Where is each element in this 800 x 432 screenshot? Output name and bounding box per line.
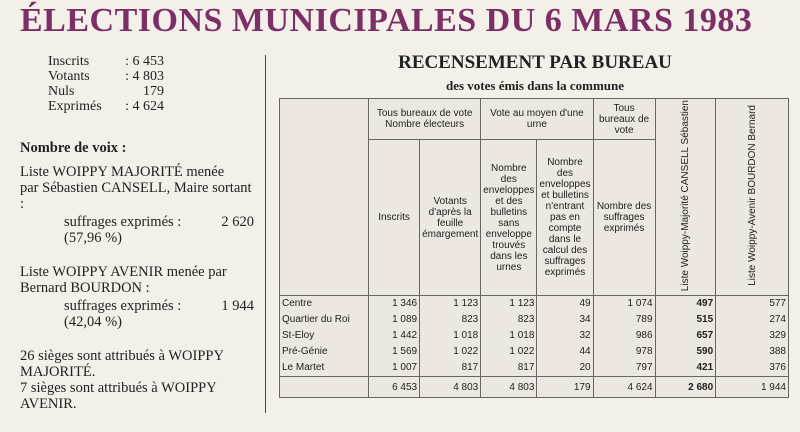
list1-line: : bbox=[20, 196, 25, 212]
cell: 49 bbox=[537, 296, 593, 313]
stat-row bbox=[48, 84, 164, 99]
cell: 1 018 bbox=[420, 328, 481, 344]
list2-line: Bernard BOURDON : bbox=[20, 280, 150, 296]
stat-row bbox=[48, 69, 164, 84]
census-subtitle: des votes émis dans la commune bbox=[445, 78, 625, 93]
total-cell: 179 bbox=[537, 377, 593, 398]
list1-header-text: Liste Woippy-Majorité CANSELL Sébastien bbox=[679, 100, 691, 292]
cell: 1 346 bbox=[369, 296, 420, 313]
seats-line: MAJORITÉ. bbox=[20, 364, 96, 380]
row-place: Pré-Génie bbox=[280, 344, 369, 360]
cell: 421 bbox=[655, 360, 716, 377]
cell: 376 bbox=[716, 360, 789, 377]
total-cell: 4 803 bbox=[481, 377, 537, 398]
cell: 34 bbox=[537, 312, 593, 328]
group-header-urne: Vote au moyen d'une urne bbox=[481, 99, 593, 140]
row-place: Quartier du Roi bbox=[280, 312, 369, 328]
cell: 789 bbox=[593, 312, 655, 328]
corner-cell bbox=[280, 99, 369, 296]
cell: 497 bbox=[655, 296, 716, 313]
cell: 1 018 bbox=[481, 328, 537, 344]
group-header-bureaux: Tous bureaux de vote bbox=[593, 99, 655, 140]
list2-suffrages bbox=[20, 298, 254, 314]
cell: 1 007 bbox=[369, 360, 420, 377]
seats-line: 26 sièges sont attribués à WOIPPY bbox=[20, 348, 224, 364]
header-enveloppes: Nombre des enveloppes et des bulletins sans enveloppe trouvés dans les urnes bbox=[481, 140, 537, 296]
suffrages-label: suffrages exprimés : bbox=[64, 298, 182, 314]
header-nuls: Nombre des enveloppes et bulletins n'entrant pas en compte dans le calcul des suffrages exprimés bbox=[537, 140, 593, 296]
table-row bbox=[280, 296, 789, 313]
cell: 1 022 bbox=[420, 344, 481, 360]
cell: 44 bbox=[537, 344, 593, 360]
cell: 1 123 bbox=[420, 296, 481, 313]
suffrages-value: 2 620 bbox=[221, 214, 254, 230]
suffrages-label: suffrages exprimés : bbox=[64, 214, 182, 230]
stat-label: Nuls bbox=[48, 84, 75, 99]
voix-heading: Nombre de voix : bbox=[20, 140, 127, 156]
cell: 590 bbox=[655, 344, 716, 360]
list2-percent: (42,04 %) bbox=[64, 314, 122, 330]
table-row bbox=[280, 328, 789, 344]
stat-row bbox=[48, 99, 164, 114]
cell: 1 089 bbox=[369, 312, 420, 328]
total-cell: 1 944 bbox=[716, 377, 789, 398]
cell: 657 bbox=[655, 328, 716, 344]
cell: 1 022 bbox=[481, 344, 537, 360]
suffrages-value: 1 944 bbox=[221, 298, 254, 314]
list1-suffrages bbox=[20, 214, 254, 230]
totals-row bbox=[280, 377, 789, 398]
cell: 1 123 bbox=[481, 296, 537, 313]
census-title: RECENSEMENT PAR BUREAU bbox=[398, 52, 672, 73]
header-exprimes: Nombre des suffrages exprimés bbox=[593, 140, 655, 296]
cell: 577 bbox=[716, 296, 789, 313]
stat-value: : 4 624 bbox=[125, 99, 164, 114]
list2-line: Liste WOIPPY AVENIR menée par bbox=[20, 264, 227, 280]
header-list2 bbox=[716, 99, 789, 296]
stat-value: : 6 453 bbox=[125, 54, 164, 69]
cell: 1 442 bbox=[369, 328, 420, 344]
global-stats bbox=[48, 54, 164, 114]
page-title: ÉLECTIONS MUNICIPALES DU 6 MARS 1983 bbox=[20, 2, 753, 39]
cell: 978 bbox=[593, 344, 655, 360]
totals-label-cell bbox=[280, 377, 369, 398]
total-cell: 4 803 bbox=[420, 377, 481, 398]
cell: 986 bbox=[593, 328, 655, 344]
total-cell: 2 680 bbox=[655, 377, 716, 398]
cell: 515 bbox=[655, 312, 716, 328]
row-place: Le Martet bbox=[280, 360, 369, 377]
seats-line: AVENIR. bbox=[20, 396, 77, 412]
cell: 1 074 bbox=[593, 296, 655, 313]
header-inscrits: Inscrits bbox=[369, 140, 420, 296]
table-row bbox=[280, 312, 789, 328]
list2-header-text: Liste Woippy-Avenir BOURDON Bernard bbox=[746, 105, 758, 286]
cell: 329 bbox=[716, 328, 789, 344]
list2-block bbox=[20, 264, 254, 330]
header-votants: Votants d'après la feuille émargement bbox=[420, 140, 481, 296]
cell: 817 bbox=[420, 360, 481, 377]
stat-label: Votants bbox=[48, 69, 90, 84]
stat-label: Inscrits bbox=[48, 54, 90, 69]
cell: 20 bbox=[537, 360, 593, 377]
stat-row bbox=[48, 54, 164, 69]
header-list1 bbox=[655, 99, 716, 296]
cell: 1 569 bbox=[369, 344, 420, 360]
list1-percent: (57,96 %) bbox=[64, 230, 122, 246]
seats-block bbox=[20, 348, 224, 412]
cell: 823 bbox=[481, 312, 537, 328]
list1-line: par Sébastien CANSELL, Maire sortant bbox=[20, 180, 252, 196]
total-cell: 6 453 bbox=[369, 377, 420, 398]
list1-line: Liste WOIPPY MAJORITÉ menée bbox=[20, 164, 225, 180]
cell: 274 bbox=[716, 312, 789, 328]
cell: 32 bbox=[537, 328, 593, 344]
list1-block bbox=[20, 164, 254, 246]
census-table bbox=[279, 98, 789, 398]
table-row bbox=[280, 344, 789, 360]
group-header-electeurs: Tous bureaux de vote Nombre électeurs bbox=[369, 99, 481, 140]
column-divider bbox=[265, 55, 266, 413]
row-place: St-Eloy bbox=[280, 328, 369, 344]
cell: 388 bbox=[716, 344, 789, 360]
row-place: Centre bbox=[280, 296, 369, 313]
seats-line: 7 sièges sont attribués à WOIPPY bbox=[20, 380, 217, 396]
cell: 817 bbox=[481, 360, 537, 377]
cell: 797 bbox=[593, 360, 655, 377]
total-cell: 4 624 bbox=[593, 377, 655, 398]
cell: 823 bbox=[420, 312, 481, 328]
stat-value: : 4 803 bbox=[125, 69, 164, 84]
stat-label: Exprimés bbox=[48, 99, 102, 114]
table-row bbox=[280, 360, 789, 377]
stat-value: 179 bbox=[143, 84, 164, 99]
